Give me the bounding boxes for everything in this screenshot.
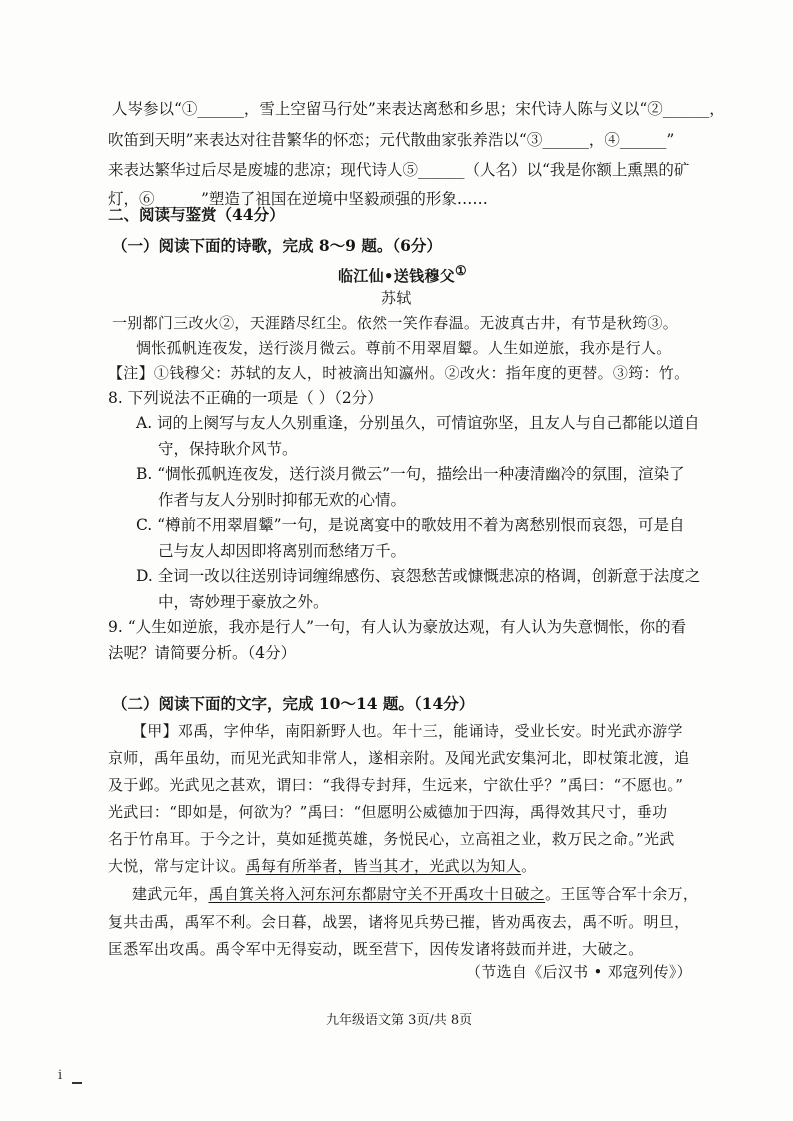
subsection-heading-2: （二）阅读下面的文字，完成 10～14 题。（14分） [112, 694, 475, 713]
poem-author: 苏轼 [381, 289, 412, 307]
section-heading: 二、阅读与鉴赏（44分） [108, 205, 285, 224]
q8-option-a: A. 词的上阕写与友人久别重逢，分别虽久，可情谊弥坚，且友人与自己都能以道自 [136, 414, 700, 432]
q9-line-2: 法呢？请简要分析。（4分） [108, 644, 297, 662]
passage-line-4: 光武曰：“即如是，何欲为？”禹曰：“但愿明公威德加于四海，禹得效其尺寸，垂功 [108, 803, 668, 821]
q8-option-a-cont: 守，保持耿介风节。 [158, 440, 298, 458]
poem-note: 【注】①钱穆父：苏轼的友人，时被滴出知瀛州。②改火：指年度的更替。③筠：竹。 [108, 364, 690, 382]
q8-stem: 8. 下列说法不正确的一项是（ ）（2分） [108, 389, 383, 407]
passage-source: （节选自《后汉书 • 邓寇列传》） [466, 963, 692, 981]
scan-mark-dash [72, 1082, 82, 1084]
q8-option-c: C. “樽前不用翠眉颦”一句，是说离宴中的歌妓用不着为离愁别恨而哀怨，可是自 [136, 516, 685, 534]
passage-line-9: 匡悉军出攻禹。禹令军中无得妄动，既至营下，因传发诸将鼓而并进，大破之。 [108, 940, 644, 958]
passage-line-8: 复共击禹，禹军不利。会日暮，战罢，诸将见兵势已摧，皆劝禹夜去，禹不听。明旦， [108, 913, 690, 931]
page-footer: 九年级语文第 3页/共 8页 [326, 1013, 473, 1028]
poem-title: 临江仙•送钱穆父① [338, 264, 467, 285]
passage-line-3: 及于邺。光武见之甚欢，谓曰：“我得专封拜，生远来，宁欲仕乎？”禹曰：“不愿也。” [108, 776, 684, 794]
underlined-sentence-2: 禹自箕关将入河东河东都尉守关不开禹攻十日破之 [208, 885, 546, 903]
poem-line-1: 一别都门三改火②，天涯踏尽红尘。依然一笑作春温。无波真古井，有节是秋筠③。 [112, 314, 679, 332]
q8-option-d-cont: 中，寄妙理于豪放之外。 [158, 593, 329, 611]
poem-line-2: 惆怅孤帆连夜发，送行淡月微云。尊前不用翠眉颦。人生如逆旅，我亦是行人。 [136, 339, 672, 357]
q8-option-c-cont: 己与友人却因即将离别而愁绪万千。 [158, 542, 407, 560]
fill-line-1: 人岑参以“①______，雪上空留马行处”来表达离愁和乡思；宋代诗人陈与义以“②______， [112, 100, 725, 118]
q8-option-b-cont: 作者与友人分别时抑郁无欢的心情。 [158, 491, 407, 509]
q9-line-1: 9. “人生如逆旅，我亦是行人”一句，有人认为豪放达观，有人认为失意惆怅，你的看 [108, 618, 687, 636]
fill-line-4: 灯，⑥______”塑造了祖国在逆境中坚毅顽强的形象…… [108, 190, 488, 208]
subsection-heading-1: （一）阅读下面的诗歌，完成 8～9 题。（6分） [112, 236, 442, 255]
underlined-sentence-1: 禹每有所举者，皆当其才，光武以为知人 [245, 857, 522, 875]
q8-option-b: B. “惆怅孤帆连夜发，送行淡月微云”一句，描绘出一种凄清幽冷的氛围，渲染了 [136, 465, 685, 483]
passage-line-1: 【甲】邓禹，字仲华，南阳新野人也。年十三，能诵诗，受业长安。时光武亦游学 [132, 722, 683, 740]
passage-line-6: 大悦，常与定计议。禹每有所举者，皆当其才，光武以为知人。 [108, 857, 537, 875]
passage-line-7: 建武元年，禹自箕关将入河东河东都尉守关不开禹攻十日破之。王匡等合军十余万， [132, 885, 699, 903]
scan-mark: i [58, 1068, 63, 1083]
q8-option-d: D. 全词一改以往送别诗词缠绵感伤、哀怨愁苦或慷慨悲凉的格调，创新意于法度之 [136, 567, 701, 585]
passage-line-5: 名于竹帛耳。于今之计，莫如延揽英雄，务悦民心，立高祖之业，救万民之命。”光武 [108, 830, 675, 848]
fill-line-3: 来表达繁华过后尽是废墟的悲凉；现代诗人⑤______（人名）以“我是你额上熏黑的矿 [108, 161, 690, 179]
fill-line-2: 吹笛到天明”来表达对往昔繁华的怀恋；元代散曲家张养浩以“③______，④______” [108, 131, 675, 149]
passage-line-2: 京师，禹年虽幼，而见光武知非常人，遂相亲附。及闻光武安集河北，即杖策北渡，追 [108, 749, 690, 767]
